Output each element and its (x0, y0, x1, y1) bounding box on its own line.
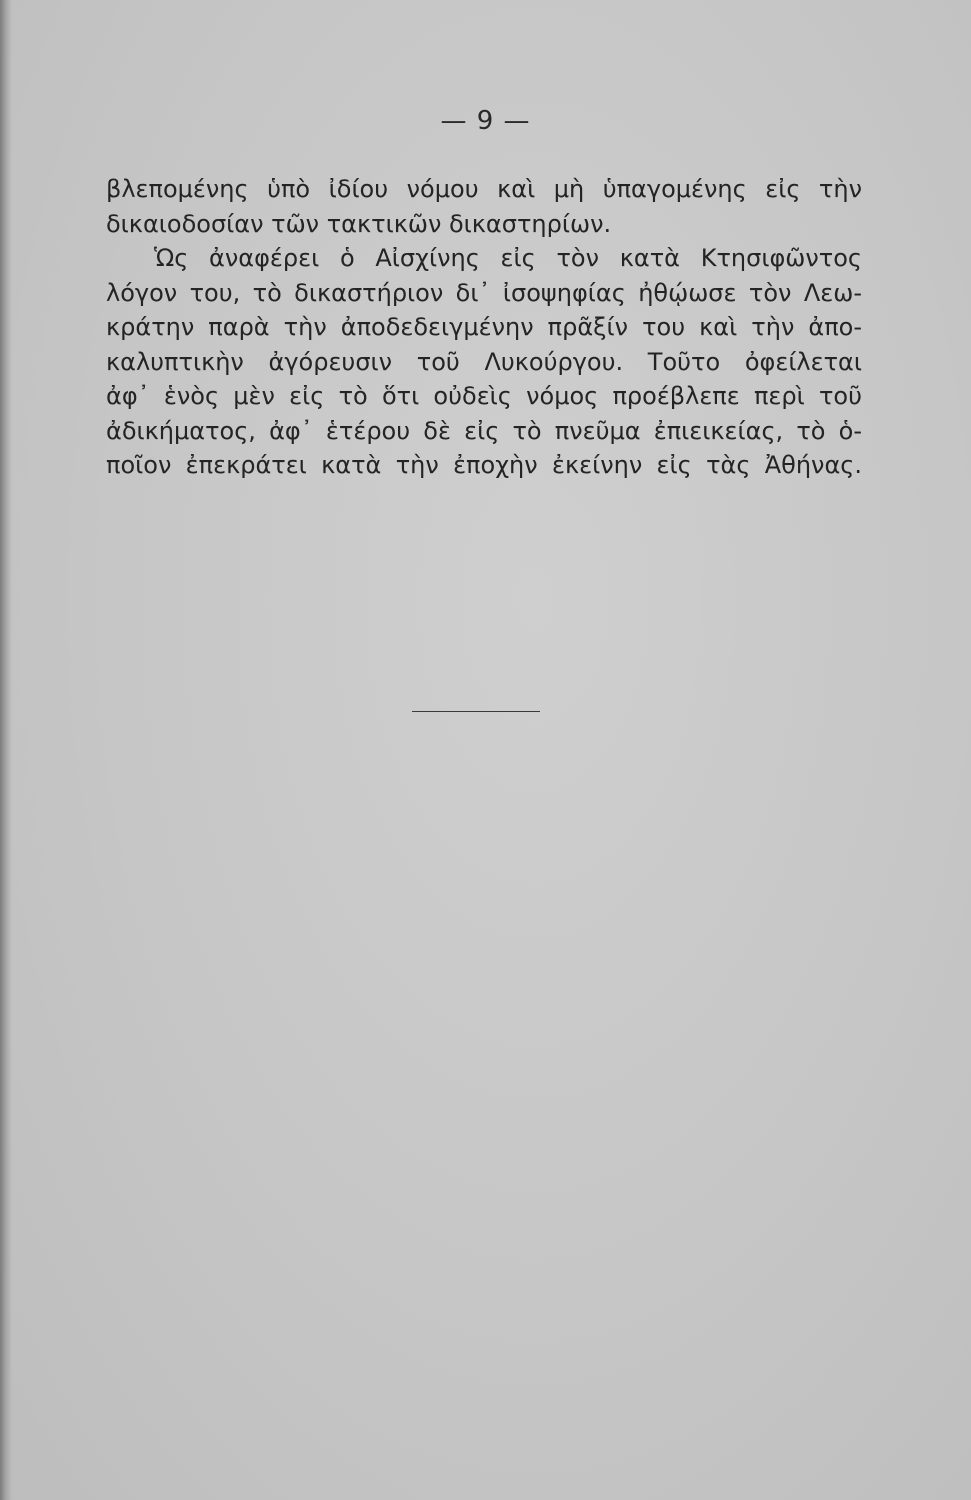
text-line: κράτην παρὰ τὴν ἀποδεδειγμένην πρᾶξίν του καὶ τὴν ἀπο- (106, 313, 862, 341)
body-text (106, 172, 862, 483)
text-line: καλυπτικὴν ἀγόρευσιν τοῦ Λυκούργου. Τοῦτο ὀφείλεται (106, 347, 862, 376)
section-end-rule (412, 711, 540, 712)
text-line: Ὡς ἀναφέρει ὁ Αἰσχίνης εἰς τὸν κατὰ Κτησιφῶντος (154, 244, 862, 272)
text-line: λόγον του, τὸ δικαστήριον δι᾽ ἰσοψηφίας ἠθῴωσε τὸν Λεω- (106, 278, 862, 307)
text-line: ἀδικήματος, ἀφ᾽ ἑτέρου δὲ εἰς τὸ πνεῦμα ἐπιεικείας, τὸ ὁ- (106, 416, 862, 445)
text-line: ποῖον ἐπεκράτει κατὰ τὴν ἐποχὴν ἐκείνην εἰς τὰς Ἀθήνας. (106, 451, 862, 479)
text-line: δικαιοδοσίαν τῶν τακτικῶν δικαστηρίων. (106, 209, 612, 238)
text-line: ἀφ᾽ ἑνὸς μὲν εἰς τὸ ὅτι οὐδεὶς νόμος προέβλεπε περὶ τοῦ (106, 382, 862, 410)
text-line: βλεπομένης ὑπὸ ἰδίου νόμου καὶ μὴ ὑπαγομένης εἰς τὴν (106, 175, 862, 203)
page-number: — 9 — (440, 106, 531, 136)
